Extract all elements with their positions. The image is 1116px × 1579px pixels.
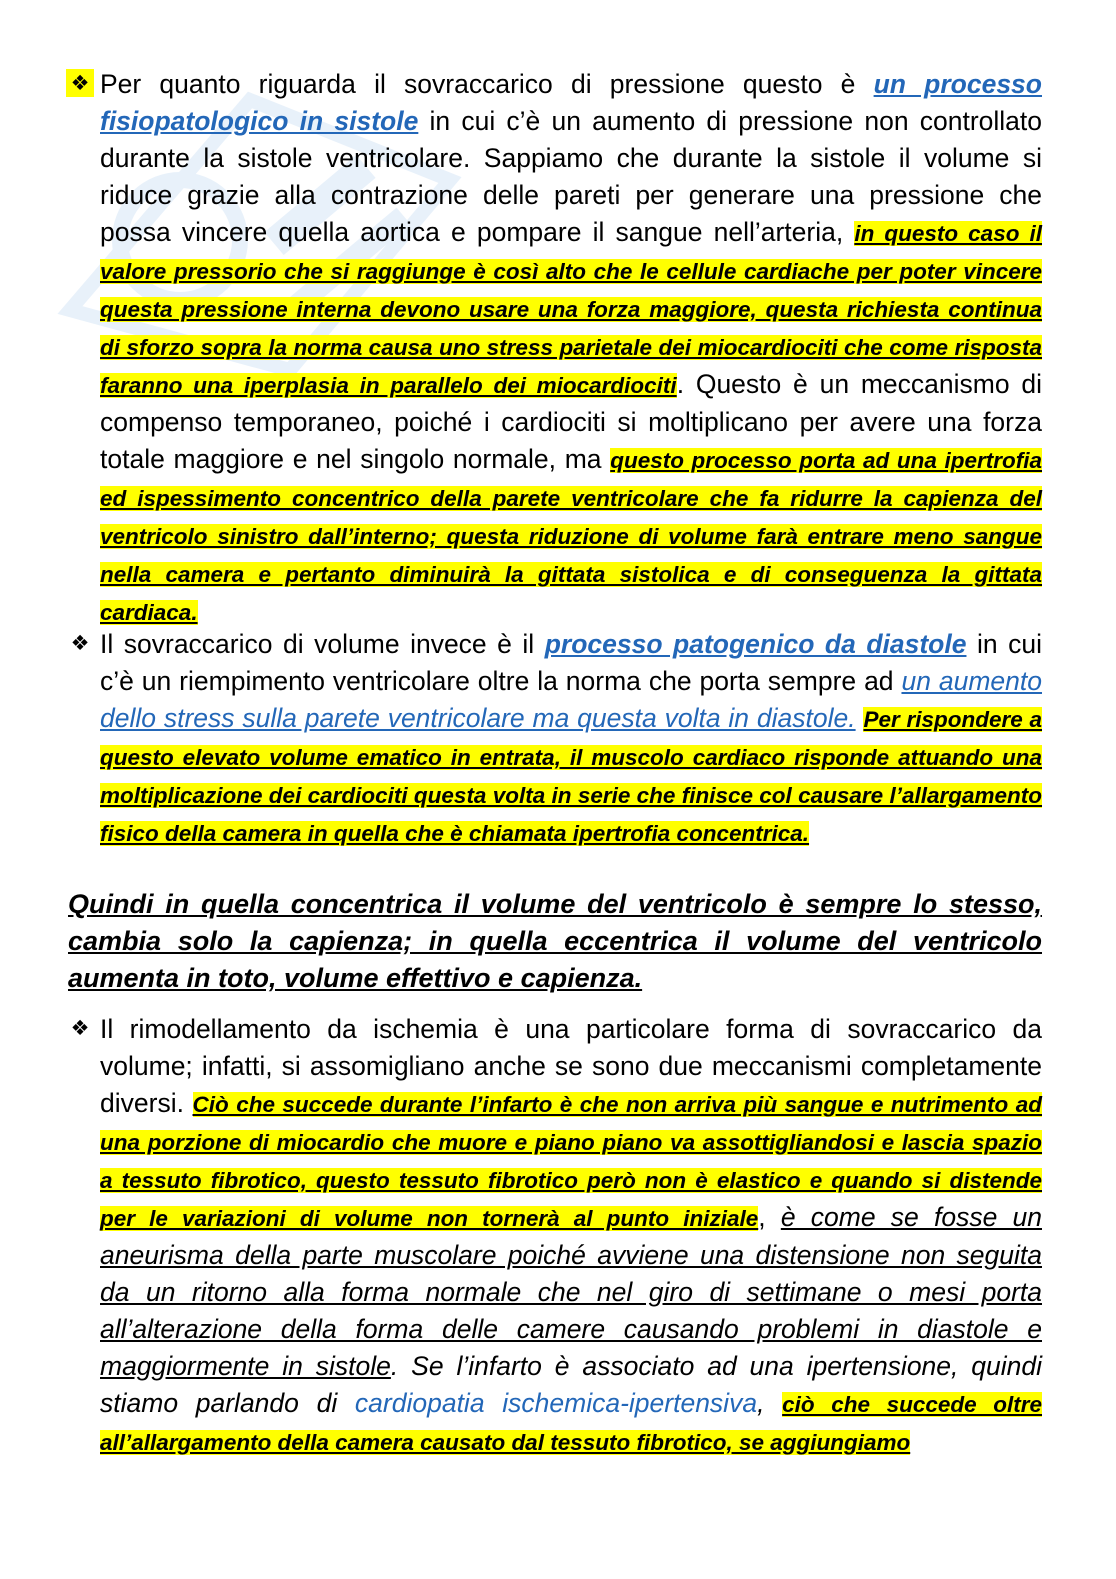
p3-underlined-text: è come se fosse un aneurisma della parte muscolare poiché avviene una distensione non seguita da un ritorno alla forma normale che nel giro di settimane o mesi porta all’alterazione della forma delle camere causando problemi in diastole e maggiormente in sistole	[100, 1202, 1042, 1381]
p1-text: Per quanto riguarda il sovraccarico di pressione questo è	[100, 69, 874, 99]
p1-link[interactable]: un processo fisiopatologico in sistole	[100, 69, 1042, 136]
p2-text: Il sovraccarico di volume invece è il	[100, 629, 545, 659]
diamond-bullet-icon: ❖	[66, 69, 94, 97]
diamond-bullet-icon: ❖	[70, 631, 90, 655]
p3-blue-term: cardiopatia ischemica-ipertensiva	[354, 1388, 758, 1418]
p3-highlight: Ciò che succede durante l’infarto è che non arriva più sangue e nutrimento ad una porzione di miocardio che muore e piano piano va assottigliandosi e lascia spazio a tessuto fibrotico, questo tessuto fibrotico però non è elastico e quando si distende per le variazioni di volume non tornerà al punto iniziale	[100, 1092, 1042, 1231]
p3-italic-text: ,	[757, 1388, 783, 1418]
p3-text: ,	[758, 1202, 781, 1232]
p3-text: Il rimodellamento da ischemia è una particolare forma di sovraccarico da volume; infatti, si assomigliano anche se sono due meccanismi completamente diversi.	[100, 1014, 1042, 1118]
paragraph-ischemic-remodeling	[70, 1011, 1043, 1461]
p1-text: in cui c’è un aumento di pressione non controllato durante la sistole ventricolare. Sappiamo che durante la sistole il volume si riduce grazie alla contrazione delle pareti per generare una pressione che possa vincere quella aortica e pompare il sangue nell’arteria,	[100, 106, 1043, 247]
p1-highlight: questo processo porta ad una ipertrofia ed ispessimento concentrico della parete ventricolare che fa ridurre la capienza del ventricolo sinistro dall’interno; questa riduzione di volume farà entrare meno sangue nella camera e pertanto diminuirà la gittata sistolica e di conseguenza la gittata cardiaca.	[100, 448, 1042, 625]
paragraph-pressure-overload	[70, 66, 1043, 631]
p2-link[interactable]: processo patogenico da diastole	[544, 629, 967, 659]
p3-highlight: ciò che succede oltre all’allargamento della camera causato dal tessuto fibrotico, se aggiungiamo	[100, 1392, 1042, 1455]
p2-highlight: Per rispondere a questo elevato volume ematico in entrata, il muscolo cardiaco risponde attuando una moltiplicazione dei cardiociti questa volta in serie che finisce col causare l’allargamento fisico della camera in quella che è chiamata ipertrofia concentrica.	[100, 707, 1042, 846]
p2-link[interactable]: un aumento dello stress sulla parete ventricolare ma questa volta in diastole.	[100, 666, 1042, 733]
summary-conclusion: Quindi in quella concentrica il volume del ventricolo è sempre lo stesso, cambia solo la capienza; in quella eccentrica il volume del ventricolo aumenta in toto, volume effettivo e capienza.	[68, 889, 1042, 993]
p2-text: in cui c’è un riempimento ventricolare oltre la norma che porta sempre ad	[100, 629, 1042, 696]
paragraph-volume-overload	[70, 626, 1042, 852]
p3-italic-text: . Se l’infarto è associato ad una ipertensione, quindi stiamo parlando di	[100, 1351, 1043, 1418]
p1-highlight: in questo caso il valore pressorio che si raggiunge è così alto che le cellule cardiache per poter vincere questa pressione interna devono usare una forza maggiore, questa richiesta continua di sforzo sopra la norma causa uno stress parietale dei miocardiociti che come risposta faranno una iperplasia in parallelo dei miocardiociti	[100, 221, 1042, 398]
diamond-bullet-icon: ❖	[70, 1016, 90, 1040]
p1-text: . Questo è un meccanismo di compenso temporaneo, poiché i cardiociti si moltiplicano per avere una forza totale maggiore e nel singolo normale, ma	[100, 369, 1042, 474]
